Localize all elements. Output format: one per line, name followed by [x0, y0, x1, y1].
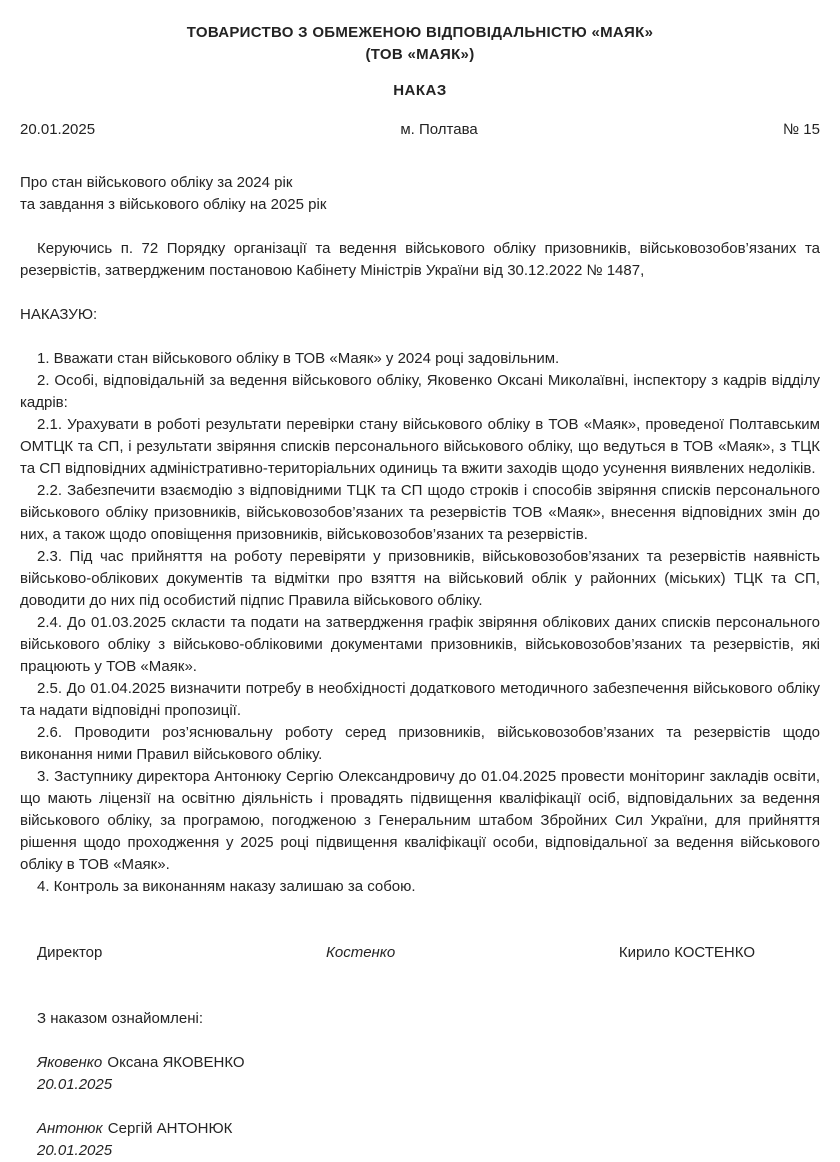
document-subject [20, 172, 820, 216]
date-place-number-row [20, 119, 820, 141]
person-name-line [37, 1118, 820, 1140]
document-type-title: НАКАЗ [393, 82, 447, 99]
acknowledgement-label: З наказом ознайомлені: [37, 1010, 204, 1027]
person-handwritten-signature: Антонюк [37, 1120, 103, 1137]
organization-short-name: (ТОВ «МАЯК») [365, 46, 475, 63]
document-number: № 15 [783, 121, 820, 138]
order-item-2-4: 2.4. До 01.03.2025 скласти та подати на затвердження графік звіряння облікових даних списків персонального військового обліку з військово-обліковими документами призовників, військовозобов’язаних та резервістів, які працюють у ТОВ «Маяк». [20, 614, 820, 675]
order-item-2-3: 2.3. Під час прийняття на роботу перевіряти у призовників, військовозобов’язаних та резервістів наявність військово-облікових документів та відмітки про взяття на військовий облік у районних (міських) ТЦК та СП, доводити до них під особистий підпис Правила військового обліку. [20, 548, 820, 609]
person-full-name: Сергій АНТОНЮК [107, 1120, 233, 1137]
order-item-4: 4. Контроль за виконанням наказу залишаю за собою. [37, 878, 416, 895]
preamble-paragraph: Керуючись п. 72 Порядку організації та ведення військового обліку призовників, військовозобов’язаних та резервістів, затвердженим постановою Кабінету Міністрів України від 30.12.2022 № 1487, [20, 240, 820, 279]
organization-name: ТОВАРИСТВО З ОБМЕЖЕНОЮ ВІДПОВІДАЛЬНІСТЮ «МАЯК» [186, 24, 654, 41]
acknowledgement-date: 20.01.2025 [37, 1142, 113, 1159]
subject-line-2: та завдання з військового обліку на 2025 рік [20, 196, 327, 213]
order-item-1: 1. Вважати стан військового обліку в ТОВ «Маяк» у 2024 році задовільним. [37, 350, 560, 367]
person-handwritten-signature: Яковенко [37, 1054, 103, 1071]
order-item-3: 3. Заступнику директора Антонюку Сергію Олександровичу до 01.04.2025 провести моніторинг закладів освіти, що мають ліцензії на освітню діяльність і провадять підвищення кваліфікації осіб, відповідальних за ведення військового обліку, за програмою, погодженою з Генеральним штабом Збройних Сил України, для прийняття рішення щодо проходження у 2025 році підвищення кваліфікації особи, відповідальної за ведення військового обліку в ТОВ «Маяк». [20, 768, 820, 873]
document-place: м. Полтава [400, 121, 478, 138]
document-date: 20.01.2025 [20, 121, 96, 138]
subject-line-1: Про стан військового обліку за 2024 рік [20, 174, 293, 191]
order-item-2-6: 2.6. Проводити роз’яснювальну роботу серед призовників, військовозобов’язаних та резервістів щодо виконання ними Правил військового обліку. [20, 724, 820, 763]
director-signature-row [20, 942, 820, 964]
order-word: НАКАЗУЮ: [20, 306, 98, 323]
order-item-2: 2. Особі, відповідальній за ведення військового обліку, Яковенко Оксані Миколаївні, інспектору з кадрів відділу кадрів: [20, 372, 820, 411]
order-item-2-1: 2.1. Урахувати в роботі результати перевірки стану військового обліку в ТОВ «Маяк», проведеної Полтавським ОМТЦК та СП, і результати звіряння списків персонального військового обліку, що ведуться в ТОВ «Маяк», з ТЦК та СП відповідних адміністративно-територіальних одиниць та вжити заходів щодо усунення виявлених недоліків. [20, 416, 820, 477]
person-full-name: Оксана ЯКОВЕНКО [107, 1054, 245, 1071]
signer-full-name: Кирило КОСТЕНКО [618, 944, 755, 961]
acknowledgement-date: 20.01.2025 [37, 1076, 113, 1093]
order-item-2-5: 2.5. До 01.04.2025 визначити потребу в необхідності додаткового методичного забезпечення військового обліку та надати відповідні пропозиції. [20, 680, 820, 719]
signer-handwritten-signature: Костенко [326, 944, 396, 961]
acknowledgement-person-1 [20, 1052, 820, 1096]
signer-position: Директор [37, 944, 103, 961]
acknowledgement-person-2 [20, 1118, 820, 1162]
order-items [20, 348, 820, 898]
person-name-line [37, 1052, 820, 1074]
order-item-2-2: 2.2. Забезпечити взаємодію з відповідними ТЦК та СП щодо строків і способів звіряння списків персонального військового обліку призовників, військовозобов’язаних та резервістів ТОВ «Маяк», внесення відповідних змін до них, а також щодо оповіщення призовників, військовозобов’язаних та резервістів. [20, 482, 820, 543]
